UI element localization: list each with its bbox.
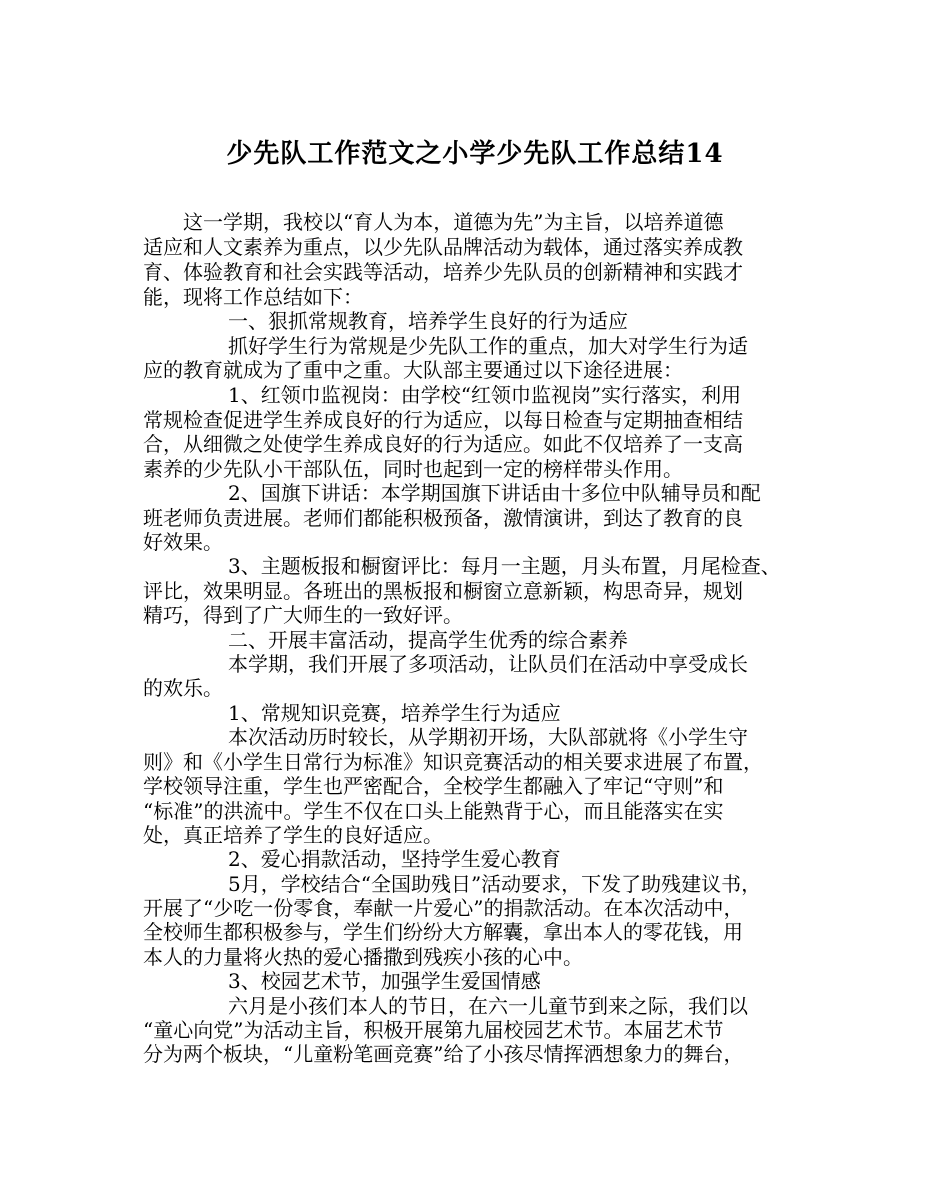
paragraph-line: 3、主题板报和橱窗评比：每月一主题，月头布置，月尾检查、	[228, 554, 781, 578]
subsection-heading: 1、常规知识竞赛，培养学生行为适应	[228, 701, 561, 725]
paragraph-line: 本人的力量将火热的爱心播撒到残疾小孩的心中。	[143, 945, 583, 969]
paragraph-line: 这一学期，我校以“育人为本，道德为先”为主旨，以培养道德	[183, 210, 724, 234]
section-heading: 二、开展丰富活动，提高学生优秀的综合素养	[228, 628, 628, 652]
paragraph-line: 学校领导注重，学生也严密配合，全校学生都融入了牢记“守则”和	[143, 774, 724, 798]
paragraph-line: 的欢乐。	[143, 676, 223, 700]
paragraph-line: 2、国旗下讲话：本学期国旗下讲话由十多位中队辅导员和配	[228, 481, 761, 505]
paragraph-line: 评比，效果明显。各班出的黑板报和橱窗立意新颖，构思奇异，规划	[143, 579, 743, 603]
paragraph-line: 分为两个板块，“儿童粉笔画竞赛”给了小孩尽情挥洒想象力的舞台，	[143, 1042, 744, 1066]
paragraph-line: 5月，学校结合“全国助残日”活动要求，下发了助残建议书，	[228, 872, 762, 896]
paragraph-line: 素养的少先队小干部队伍，同时也起到一定的榜样带头作用。	[143, 457, 683, 481]
paragraph-line: 处，真正培养了学生的良好适应。	[143, 823, 443, 847]
paragraph-line: 则》和《小学生日常行为标准》知识竞赛活动的相关要求进展了布置，	[143, 750, 763, 774]
paragraph-line: 精巧，得到了广大师生的一致好评。	[143, 603, 463, 627]
paragraph-line: 好效果。	[143, 530, 223, 554]
paragraph-line: 抓好学生行为常规是少先队工作的重点，加大对学生行为适	[228, 334, 748, 358]
paragraph-line: 1、红领巾监视岗：由学校“红领巾监视岗”实行落实，利用	[228, 383, 742, 407]
paragraph-line: 本学期，我们开展了多项活动，让队员们在活动中享受成长	[228, 652, 748, 676]
paragraph-line: 本次活动历时较长，从学期初开场，大队部就将《小学生守	[228, 725, 748, 749]
paragraph-line: 班老师负责进展。老师们都能积极预备，激情演讲，到达了教育的良	[143, 506, 743, 530]
paragraph-line: 常规检查促进学生养成良好的行为适应，以每日检查与定期抽查相结	[143, 408, 743, 432]
paragraph-line: “标准”的洪流中。学生不仅在口头上能熟背于心，而且能落实在实	[143, 799, 724, 823]
paragraph-line: 全校师生都积极参与，学生们纷纷大方解囊，拿出本人的零花钱，用	[143, 920, 743, 944]
subsection-heading: 3、校园艺术节，加强学生爱国情感	[228, 969, 541, 993]
paragraph-line: 应的教育就成为了重中之重。大队部主要通过以下途径进展：	[143, 358, 683, 382]
paragraph-line: 六月是小孩们本人的节日，在六一儿童节到来之际，我们以	[228, 994, 748, 1018]
subsection-heading: 2、爱心捐款活动，坚持学生爱心教育	[228, 847, 561, 871]
paragraph-line: “童心向党”为活动主旨，积极开展第九届校园艺术节。本届艺术节	[143, 1018, 724, 1042]
document-title: 少先队工作范文之小学少先队工作总结14	[226, 139, 724, 169]
paragraph-line: 开展了“少吃一份零食，奉献一片爱心”的捐款活动。在本次活动中，	[143, 896, 744, 920]
section-heading: 一、狠抓常规教育，培养学生良好的行为适应	[228, 309, 628, 333]
paragraph-line: 育、体验教育和社会实践等活动，培养少先队员的创新精神和实践才	[143, 260, 743, 284]
paragraph-line: 适应和人文素养为重点，以少先队品牌活动为载体，通过落实养成教	[143, 235, 743, 259]
paragraph-line: 合，从细微之处使学生养成良好的行为适应。如此不仅培养了一支高	[143, 432, 743, 456]
paragraph-line: 能，现将工作总结如下：	[143, 285, 363, 309]
